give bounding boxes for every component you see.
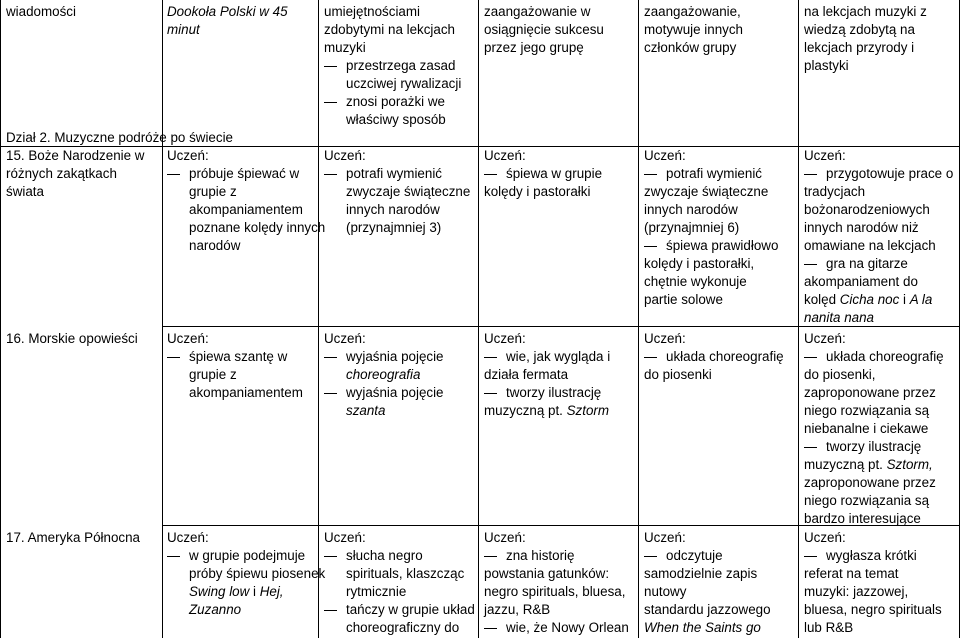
requirement-line: tańczy w grupie układ <box>324 601 476 619</box>
uczen-label: Uczeń: <box>484 530 526 545</box>
uczen-label: Uczeń: <box>167 530 209 545</box>
requirement-line: powstania gatunków: <box>484 566 610 581</box>
requirement-line: potrafi wymienić <box>644 165 796 183</box>
text-fragment: muzyczną pt. <box>484 403 567 418</box>
topic-16 <box>6 330 158 348</box>
col3-row15 <box>324 147 476 237</box>
text-line: motywuje innych <box>644 22 743 37</box>
col3-row16 <box>324 330 476 420</box>
requirement-line: akompaniamentem <box>189 202 303 217</box>
requirement-line: grupie z <box>189 367 237 382</box>
topic-15-line: świata <box>6 184 44 199</box>
requirement-line: śpiewa w grupie <box>484 165 636 183</box>
requirement-line: chętnie wykonuje <box>644 274 747 289</box>
requirement-line: potrafi wymienić <box>324 165 476 183</box>
song-title: Zuzanno <box>189 602 242 617</box>
uczen-label: Uczeń: <box>804 530 846 545</box>
requirement-line: w grupie podejmuje <box>167 547 315 565</box>
uczen-label: Uczeń: <box>167 148 209 163</box>
term: choreografia <box>346 367 421 382</box>
requirement-line: spirituals, klaszcząc <box>346 566 465 581</box>
col5-row16 <box>644 330 796 384</box>
requirement-line: układa choreografię <box>804 348 958 366</box>
text-line: zaangażowanie w <box>484 4 591 19</box>
song-title: A la <box>909 292 933 307</box>
text-line: wiedzą zdobytą na <box>804 22 915 37</box>
uczen-label: Uczeń: <box>167 331 209 346</box>
topic-column-previous <box>6 3 158 21</box>
requirement-line: tworzy ilustrację <box>804 438 958 456</box>
requirement-line: standardu jazzowego <box>644 602 771 617</box>
col6-top <box>804 3 958 75</box>
requirement-line: kolędy i pastorałki <box>484 184 591 199</box>
requirement-line: tworzy ilustrację <box>484 384 636 402</box>
uczen-label: Uczeń: <box>644 148 686 163</box>
requirement-line: jazzu, R&B <box>484 602 551 617</box>
col5-row15 <box>644 147 796 309</box>
requirement-line: poznane kolędy innych <box>189 220 326 235</box>
section-heading <box>6 129 306 147</box>
column-divider <box>318 0 319 638</box>
requirement-line: bożonarodzeniowych <box>804 202 930 217</box>
requirement-line: kolędy i pastorałki, <box>644 256 755 271</box>
col6-row15 <box>804 147 958 327</box>
song-title: Hej, <box>259 584 284 599</box>
requirement-line: próbuje śpiewać w <box>167 165 315 183</box>
col6-row16 <box>804 330 958 528</box>
requirement-line: choreograficzny do <box>346 620 460 635</box>
requirement-line: muzyki: jazzowej, <box>804 584 909 599</box>
column-divider <box>798 0 799 638</box>
requirement-line: akompaniament do <box>804 274 918 289</box>
text-line: przez jego grupę <box>484 40 584 55</box>
requirement-line: wyjaśnia pojęcie <box>324 348 476 366</box>
requirement-line <box>804 456 958 474</box>
requirement-line: (przynajmniej 3) <box>346 220 442 235</box>
requirement-line: partie solowe <box>644 292 723 307</box>
requirement-line <box>804 291 958 309</box>
requirement-line: niego rozwiązania są <box>804 403 930 418</box>
requirement-line: właściwy sposób <box>346 112 446 127</box>
topic-15 <box>6 147 158 201</box>
text-line: członków grupy <box>644 40 737 55</box>
term: szanta <box>346 403 386 418</box>
section-title: Dział 2. Muzyczne podróże po świecie <box>6 130 234 145</box>
col6-row17 <box>804 529 958 637</box>
col2-top <box>167 3 315 39</box>
topic-15-line: 15. Boże Narodzenie w <box>6 148 145 163</box>
col5-top <box>644 3 796 57</box>
topic-15-line: różnych zakątkach <box>6 166 117 181</box>
text-line: na lekcjach muzyki z <box>804 4 927 19</box>
requirement-line: akompaniamentem <box>189 385 303 400</box>
text-line: zdobytymi na lekcjach <box>324 22 455 37</box>
col2-row16 <box>167 330 315 402</box>
requirement-line: przygotowuje prace o <box>804 165 958 183</box>
song-title: nanita nana <box>804 310 874 325</box>
col2-top-line: minut <box>167 22 200 37</box>
requirement-line: wyjaśnia pojęcie <box>324 384 476 402</box>
requirement-line: znosi porażki we <box>324 93 476 111</box>
text-line: plastyki <box>804 58 849 73</box>
requirement-line: uczciwej rywalizacji <box>346 76 462 91</box>
text-fragment: muzyczną pt. <box>804 457 887 472</box>
requirement-line: (przynajmniej 6) <box>644 220 740 235</box>
topic-text: wiadomości <box>6 4 76 19</box>
table-border-left <box>0 0 1 638</box>
uczen-label: Uczeń: <box>324 530 366 545</box>
requirement-line <box>167 583 315 601</box>
title: Sztorm <box>566 403 610 418</box>
requirement-line: zaproponowane przez <box>804 475 936 490</box>
column-divider <box>638 0 639 638</box>
requirement-line: gra na gitarze <box>804 255 958 273</box>
col2-top-line: Dookoła Polski w 45 <box>167 4 288 19</box>
uczen-label: Uczeń: <box>484 331 526 346</box>
requirement-line: innych narodów niż <box>804 220 919 235</box>
song-title: Swing low <box>189 584 250 599</box>
conjunction: i <box>899 292 910 307</box>
requirement-line: referat na temat <box>804 566 899 581</box>
col4-row16 <box>484 330 636 420</box>
requirement-line: bluesa, negro spirituals <box>804 602 942 617</box>
requirement-line: bardzo interesujące <box>804 511 921 526</box>
requirement-line: rytmicznie <box>346 584 407 599</box>
requirement-line: zwyczaje świąteczne <box>644 184 769 199</box>
requirement-line: zwyczaje świąteczne <box>346 184 471 199</box>
uczen-label: Uczeń: <box>644 331 686 346</box>
requirement-line: negro spirituals, bluesa, <box>484 584 626 599</box>
requirement-line: nutowy <box>644 584 687 599</box>
requirement-line <box>484 402 636 420</box>
requirement-line: słucha negro <box>324 547 476 565</box>
uczen-label: Uczeń: <box>644 530 686 545</box>
text-line: muzyki <box>324 40 366 55</box>
requirement-line: do piosenki <box>644 367 712 382</box>
requirement-line: wygłasza krótki <box>804 547 958 565</box>
requirement-line: działa fermata <box>484 367 569 382</box>
requirement-line: do piosenki, <box>804 367 876 382</box>
uczen-label: Uczeń: <box>804 148 846 163</box>
requirement-line: próby śpiewu piosenek <box>189 566 326 581</box>
requirement-line: układa choreografię <box>644 348 796 366</box>
requirement-line: zna historię <box>484 547 636 565</box>
song-title: Cicha noc <box>839 292 900 307</box>
text-line: zaangażowanie, <box>644 4 741 19</box>
requirement-line: innych narodów <box>346 202 440 217</box>
col3-row17 <box>324 529 476 637</box>
requirement-line: śpiewa szantę w <box>167 348 315 366</box>
requirement-line: lub R&B <box>804 620 854 635</box>
conjunction: i <box>249 584 260 599</box>
col4-top <box>484 3 636 57</box>
col5-row17 <box>644 529 796 637</box>
topic-17 <box>6 529 158 547</box>
uczen-label: Uczeń: <box>324 148 366 163</box>
requirement-line: omawiane na lekcjach <box>804 238 936 253</box>
title: Sztorm, <box>886 457 933 472</box>
uczen-label: Uczeń: <box>324 331 366 346</box>
requirement-line: narodów <box>189 238 241 253</box>
topic-16-line: 16. Morskie opowieści <box>6 331 138 346</box>
col4-row15 <box>484 147 636 201</box>
text-line: osiągnięcie sukcesu <box>484 22 604 37</box>
col3-top <box>324 3 476 129</box>
requirement-line: zaproponowane przez <box>804 385 936 400</box>
text-line: lekcjach przyrody i <box>804 40 915 55</box>
song-title: When the Saints go <box>644 620 761 635</box>
requirement-line: niebanalne i ciekawe <box>804 421 929 436</box>
requirement-line: tradycjach <box>804 184 866 199</box>
text-line: umiejętnościami <box>324 4 421 19</box>
col2-row17 <box>167 529 326 619</box>
text-fragment: kolęd <box>804 292 840 307</box>
requirement-line: niego rozwiązania są <box>804 493 930 508</box>
requirement-line: odczytuje <box>644 547 796 565</box>
col4-row17 <box>484 529 636 637</box>
requirement-line: grupie z <box>189 184 237 199</box>
uczen-label: Uczeń: <box>804 331 846 346</box>
requirement-line: śpiewa prawidłowo <box>644 237 796 255</box>
requirement-line: wie, że Nowy Orlean <box>484 619 636 637</box>
topic-17-line: 17. Ameryka Północna <box>6 530 140 545</box>
column-divider <box>478 0 479 638</box>
column-divider <box>162 0 163 638</box>
col2-row15 <box>167 147 326 255</box>
requirement-line: samodzielnie zapis <box>644 566 758 581</box>
requirement-line: wie, jak wygląda i <box>484 348 636 366</box>
uczen-label: Uczeń: <box>484 148 526 163</box>
requirement-line: przestrzega zasad <box>324 57 476 75</box>
requirement-line: innych narodów <box>644 202 738 217</box>
